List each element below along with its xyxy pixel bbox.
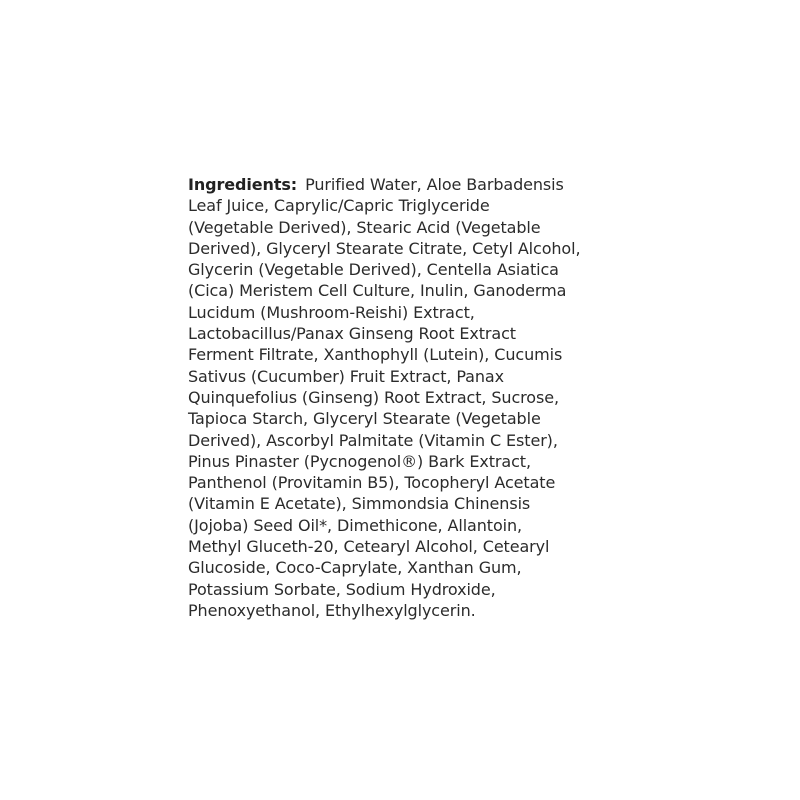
ingredients-line: Pinus Pinaster (Pycnogenol®) Bark Extract, (188, 451, 531, 471)
ingredients-line: (Vitamin E Acetate), Simmondsia Chinensis (188, 494, 531, 514)
ingredients-line: Phenoxyethanol, Ethylhexylglycerin. (188, 600, 476, 620)
ingredients-line: Glycerin (Vegetable Derived), Centella Asiatica (188, 260, 559, 280)
ingredients-line: Potassium Sorbate, Sodium Hydroxide, (188, 579, 496, 599)
ingredients-line: Panthenol (Provitamin B5), Tocopheryl Acetate (188, 473, 556, 493)
ingredients-heading: Ingredients: (188, 175, 298, 194)
ingredients-line: Derived), Glyceryl Stearate Citrate, Cetyl Alcohol, (188, 238, 581, 258)
ingredients-line: Quinquefolius (Ginseng) Root Extract, Sucrose, (188, 387, 559, 407)
ingredients-line: (Cica) Meristem Cell Culture, Inulin, Ganoderma (188, 281, 567, 301)
ingredients-line-text: Purified Water, Aloe Barbadensis (305, 175, 564, 194)
ingredients-line: Leaf Juice, Caprylic/Capric Triglyceride (188, 196, 490, 216)
ingredients-line: Methyl Gluceth-20, Cetearyl Alcohol, Cetearyl (188, 537, 550, 557)
ingredients-list (188, 174, 628, 621)
ingredients-line: Ferment Filtrate, Xanthophyll (Lutein), Cucumis (188, 345, 563, 365)
ingredients-line (188, 174, 628, 195)
ingredients-line: Lucidum (Mushroom-Reishi) Extract, (188, 302, 475, 322)
ingredients-line: Tapioca Starch, Glyceryl Stearate (Vegetable (188, 409, 541, 429)
ingredients-line: Lactobacillus/Panax Ginseng Root Extract (188, 324, 516, 344)
ingredients-line: (Jojoba) Seed Oil*, Dimethicone, Allantoin, (188, 515, 523, 535)
ingredients-line: (Vegetable Derived), Stearic Acid (Vegetable (188, 217, 541, 237)
ingredients-line: Sativus (Cucumber) Fruit Extract, Panax (188, 366, 504, 386)
ingredients-line: Derived), Ascorbyl Palmitate (Vitamin C Ester), (188, 430, 558, 450)
ingredients-line: Glucoside, Coco-Caprylate, Xanthan Gum, (188, 558, 522, 578)
